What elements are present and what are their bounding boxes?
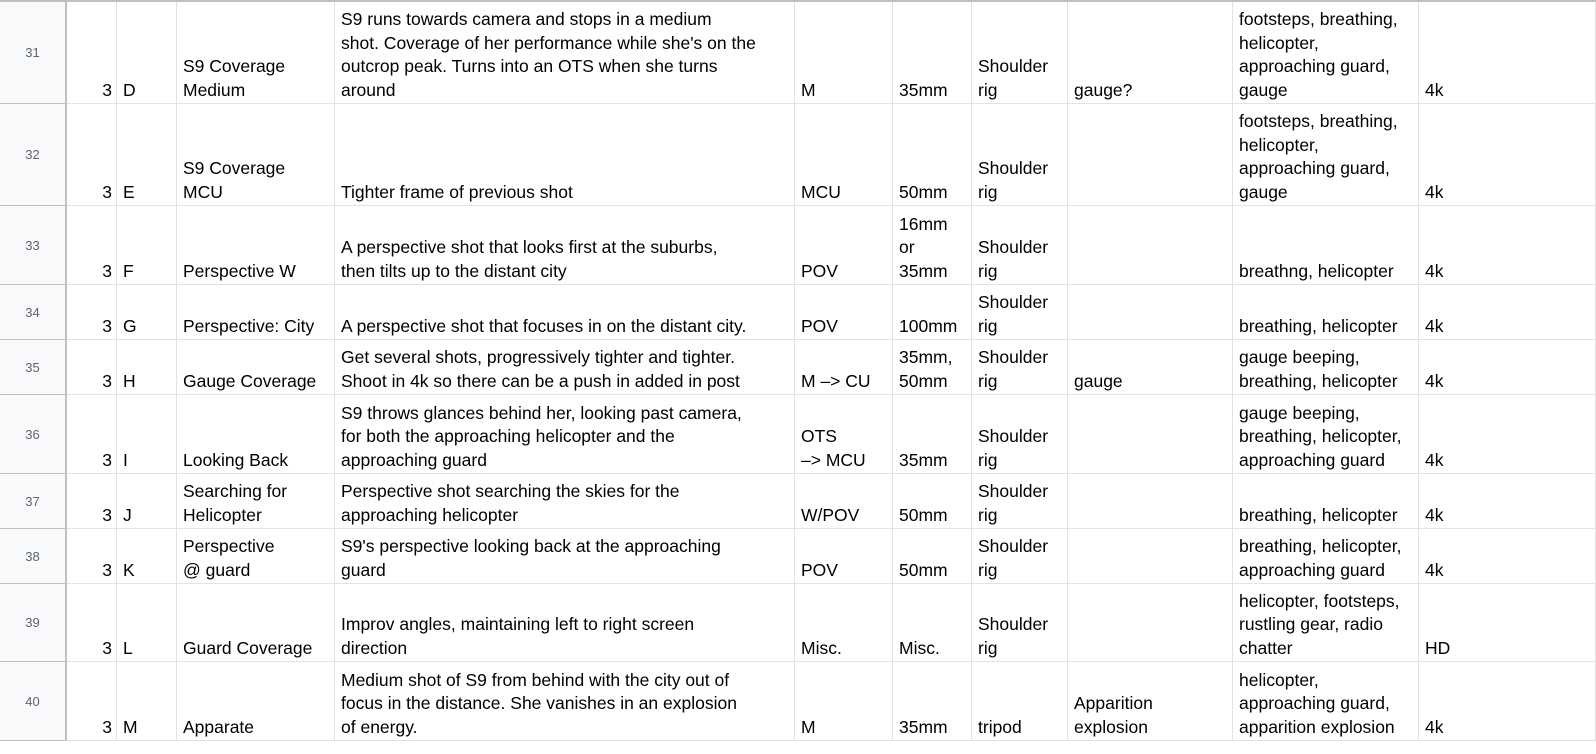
cell-description[interactable] bbox=[335, 529, 795, 583]
cell-shot-size-text: M bbox=[801, 79, 816, 100]
cell-description[interactable] bbox=[335, 285, 795, 339]
cell-shot-name[interactable] bbox=[177, 584, 335, 661]
cell-resolution[interactable] bbox=[1419, 529, 1596, 583]
cell-description[interactable] bbox=[335, 340, 795, 394]
cell-description-text: Perspective shot searching the skies for the approaching helicopter bbox=[341, 481, 680, 525]
cell-rig-text: Shoulder rig bbox=[978, 481, 1049, 525]
cell-sound[interactable] bbox=[1233, 206, 1419, 284]
cell-shot-text: G bbox=[123, 315, 137, 336]
cell-description-text: A perspective shot that looks first at the suburbs, then tilts up to the distant city bbox=[341, 237, 718, 281]
cell-resolution-text: 4k bbox=[1425, 559, 1444, 580]
cell-rig-text: Shoulder rig bbox=[978, 347, 1049, 391]
cell-rig-text: Shoulder rig bbox=[978, 614, 1049, 658]
cell-lens-text: 35mm bbox=[899, 449, 948, 470]
cell-scene[interactable] bbox=[67, 206, 117, 284]
cell-lens-text: 50mm bbox=[899, 181, 948, 202]
cell-vfx[interactable] bbox=[1068, 584, 1233, 661]
cell-vfx[interactable] bbox=[1068, 662, 1233, 740]
cell-shot-name[interactable] bbox=[177, 474, 335, 528]
cell-shot[interactable] bbox=[117, 584, 177, 661]
cell-vfx[interactable] bbox=[1068, 2, 1233, 103]
cell-shot-name[interactable] bbox=[177, 529, 335, 583]
cell-shot-text: F bbox=[123, 260, 134, 281]
cell-shot[interactable] bbox=[117, 2, 177, 103]
table-row bbox=[67, 529, 1596, 584]
cell-shot-size[interactable] bbox=[795, 662, 893, 740]
cell-resolution-text: 4k bbox=[1425, 260, 1444, 281]
cell-rig[interactable] bbox=[972, 206, 1068, 284]
cell-description-text: A perspective shot that focuses in on the distant city. bbox=[341, 315, 747, 336]
cell-vfx-text: Apparition explosion bbox=[1074, 693, 1153, 737]
cell-shot-text: K bbox=[123, 559, 135, 580]
cell-vfx[interactable] bbox=[1068, 285, 1233, 339]
cell-scene-text: 3 bbox=[102, 315, 112, 336]
cell-vfx[interactable] bbox=[1068, 104, 1233, 205]
cell-description[interactable] bbox=[335, 206, 795, 284]
cell-lens-text: 35mm, 50mm bbox=[899, 347, 953, 391]
table-row bbox=[67, 395, 1596, 474]
cell-scene[interactable] bbox=[67, 340, 117, 394]
cell-shot[interactable] bbox=[117, 395, 177, 473]
table-row bbox=[67, 340, 1596, 395]
cell-lens[interactable] bbox=[893, 206, 972, 284]
cell-shot-name-text: Guard Coverage bbox=[183, 637, 313, 658]
cell-rig[interactable] bbox=[972, 340, 1068, 394]
cell-shot-size[interactable] bbox=[795, 340, 893, 394]
cell-resolution-text: 4k bbox=[1425, 449, 1444, 470]
cell-shot-name[interactable] bbox=[177, 2, 335, 103]
cell-rig-text: Shoulder rig bbox=[978, 237, 1049, 281]
cell-scene-text: 3 bbox=[102, 79, 112, 100]
cell-shot-size-text: POV bbox=[801, 559, 838, 580]
cell-shot-name-text: S9 Coverage Medium bbox=[183, 56, 286, 100]
cell-vfx[interactable] bbox=[1068, 474, 1233, 528]
cell-shot-name-text: Gauge Coverage bbox=[183, 370, 317, 391]
cell-shot-size[interactable] bbox=[795, 584, 893, 661]
cell-rig[interactable] bbox=[972, 584, 1068, 661]
cell-sound-text: helicopter, footsteps, rustling gear, radio chatter bbox=[1239, 590, 1400, 658]
cell-scene-text: 3 bbox=[102, 504, 112, 525]
cell-shot-text: J bbox=[123, 504, 132, 525]
cell-sound-text: gauge beeping, breathing, helicopter, approaching guard bbox=[1239, 402, 1402, 470]
cell-shot-text: I bbox=[123, 449, 128, 470]
cell-rig[interactable] bbox=[972, 395, 1068, 473]
cell-shot-text: E bbox=[123, 181, 135, 202]
cell-resolution[interactable] bbox=[1419, 662, 1596, 740]
cell-shot-size[interactable] bbox=[795, 2, 893, 103]
cell-shot[interactable] bbox=[117, 340, 177, 394]
row-header[interactable]: 36 bbox=[0, 395, 67, 474]
table-row bbox=[67, 662, 1596, 741]
cell-shot-text: D bbox=[123, 79, 136, 100]
cell-shot[interactable] bbox=[117, 206, 177, 284]
cell-description-text: S9 runs towards camera and stops in a medium shot. Coverage of her performance while she's on the outcrop peak. Turns into an OTS when she turns around bbox=[341, 9, 756, 100]
cell-sound-text: footsteps, breathing, helicopter, approaching guard, gauge bbox=[1239, 111, 1398, 202]
cell-shot[interactable] bbox=[117, 662, 177, 740]
row-header[interactable]: 31 bbox=[0, 2, 67, 104]
cell-sound[interactable] bbox=[1233, 474, 1419, 528]
row-header[interactable]: 38 bbox=[0, 529, 67, 584]
cell-vfx[interactable] bbox=[1068, 395, 1233, 473]
cell-sound-text: footsteps, breathing, helicopter, approaching guard, gauge bbox=[1239, 9, 1398, 100]
cell-shot-name[interactable] bbox=[177, 395, 335, 473]
cell-lens[interactable] bbox=[893, 395, 972, 473]
cell-lens-text: 50mm bbox=[899, 504, 948, 525]
table-row bbox=[67, 584, 1596, 662]
cell-lens[interactable] bbox=[893, 529, 972, 583]
row-header[interactable]: 35 bbox=[0, 340, 67, 395]
cell-lens-text: 35mm bbox=[899, 716, 948, 737]
cell-shot[interactable] bbox=[117, 285, 177, 339]
cell-rig-text: tripod bbox=[978, 716, 1022, 737]
cell-shot-size-text: Misc. bbox=[801, 637, 842, 658]
cell-rig-text: Shoulder rig bbox=[978, 292, 1049, 336]
cell-scene-text: 3 bbox=[102, 260, 112, 281]
row-header[interactable]: 40 bbox=[0, 662, 67, 741]
cell-shot-text: L bbox=[123, 637, 133, 658]
cell-shot[interactable] bbox=[117, 474, 177, 528]
cell-resolution[interactable] bbox=[1419, 340, 1596, 394]
cell-rig[interactable] bbox=[972, 529, 1068, 583]
cell-scene-text: 3 bbox=[102, 559, 112, 580]
cell-shot-text: H bbox=[123, 370, 136, 391]
cell-description[interactable] bbox=[335, 104, 795, 205]
cell-scene[interactable] bbox=[67, 584, 117, 661]
table-row bbox=[67, 474, 1596, 529]
cell-scene[interactable] bbox=[67, 104, 117, 205]
cell-rig[interactable] bbox=[972, 662, 1068, 740]
cell-rig-text: Shoulder rig bbox=[978, 56, 1049, 100]
cell-sound[interactable] bbox=[1233, 104, 1419, 205]
row-header[interactable]: 33 bbox=[0, 206, 67, 285]
cell-resolution-text: 4k bbox=[1425, 181, 1444, 202]
cell-lens[interactable] bbox=[893, 340, 972, 394]
cell-shot-name-text: Perspective W bbox=[183, 260, 296, 281]
cell-scene-text: 3 bbox=[102, 181, 112, 202]
cell-scene-text: 3 bbox=[102, 637, 112, 658]
cell-shot-name-text: Perspective @ guard bbox=[183, 536, 275, 580]
cell-rig[interactable] bbox=[972, 474, 1068, 528]
cell-description[interactable] bbox=[335, 2, 795, 103]
cell-lens-text: 35mm bbox=[899, 79, 948, 100]
table-row bbox=[67, 2, 1596, 104]
row-header[interactable]: 39 bbox=[0, 584, 67, 662]
cell-shot-size-text: M –> CU bbox=[801, 370, 871, 391]
cell-shot-size[interactable] bbox=[795, 285, 893, 339]
cell-lens[interactable] bbox=[893, 104, 972, 205]
cell-sound[interactable] bbox=[1233, 285, 1419, 339]
cell-shot-name-text: Searching for Helicopter bbox=[183, 481, 288, 525]
cell-description[interactable] bbox=[335, 662, 795, 740]
cell-sound[interactable] bbox=[1233, 2, 1419, 103]
cell-resolution[interactable] bbox=[1419, 584, 1596, 661]
cell-sound-text: breathing, helicopter, approaching guard bbox=[1239, 536, 1402, 580]
cell-lens[interactable] bbox=[893, 662, 972, 740]
cell-rig-text: Shoulder rig bbox=[978, 158, 1049, 202]
cell-scene[interactable] bbox=[67, 2, 117, 103]
cell-resolution-text: HD bbox=[1425, 637, 1451, 658]
cell-sound[interactable] bbox=[1233, 395, 1419, 473]
row-header[interactable]: 32 bbox=[0, 104, 67, 206]
cell-description[interactable] bbox=[335, 395, 795, 473]
cell-shot-size-text: POV bbox=[801, 315, 838, 336]
cell-scene[interactable] bbox=[67, 662, 117, 740]
cell-shot-size-text: OTS –> MCU bbox=[801, 426, 866, 470]
cell-rig[interactable] bbox=[972, 104, 1068, 205]
cell-rig-text: Shoulder rig bbox=[978, 426, 1049, 470]
cell-resolution-text: 4k bbox=[1425, 370, 1444, 391]
cell-shot-size[interactable] bbox=[795, 206, 893, 284]
cell-vfx-text: gauge bbox=[1074, 370, 1123, 391]
cell-resolution[interactable] bbox=[1419, 206, 1596, 284]
cell-scene[interactable] bbox=[67, 395, 117, 473]
cell-sound-text: breathing, helicopter bbox=[1239, 315, 1398, 336]
cell-shot[interactable] bbox=[117, 529, 177, 583]
cell-description-text: Improv angles, maintaining left to right screen direction bbox=[341, 614, 695, 658]
cell-sound-text: gauge beeping, breathing, helicopter bbox=[1239, 347, 1398, 391]
cell-lens-text: Misc. bbox=[899, 637, 940, 658]
cell-scene[interactable] bbox=[67, 474, 117, 528]
cell-lens[interactable] bbox=[893, 474, 972, 528]
cell-vfx[interactable] bbox=[1068, 529, 1233, 583]
cell-description-text: S9 throws glances behind her, looking past camera, for both the approaching helicopter and the approaching guard bbox=[341, 402, 742, 470]
cell-description-text: Medium shot of S9 from behind with the city out of focus in the distance. She vanishes in an explosion of energy. bbox=[341, 669, 737, 737]
cell-scene-text: 3 bbox=[102, 449, 112, 470]
cell-description-text: Tighter frame of previous shot bbox=[341, 181, 573, 202]
cell-shot-size-text: W/POV bbox=[801, 504, 860, 525]
cell-lens[interactable] bbox=[893, 2, 972, 103]
cell-resolution[interactable] bbox=[1419, 2, 1596, 103]
cell-lens-text: 50mm bbox=[899, 559, 948, 580]
cell-shot-name-text: S9 Coverage MCU bbox=[183, 158, 286, 202]
table-row bbox=[67, 285, 1596, 340]
cell-rig-text: Shoulder rig bbox=[978, 536, 1049, 580]
cell-sound[interactable] bbox=[1233, 529, 1419, 583]
cell-vfx[interactable] bbox=[1068, 340, 1233, 394]
cell-resolution-text: 4k bbox=[1425, 716, 1444, 737]
cell-shot-size[interactable] bbox=[795, 529, 893, 583]
cell-vfx-text: gauge? bbox=[1074, 79, 1133, 100]
cell-shot-name[interactable] bbox=[177, 206, 335, 284]
cell-sound[interactable] bbox=[1233, 340, 1419, 394]
cell-scene[interactable] bbox=[67, 285, 117, 339]
cell-sound-text: helicopter, approaching guard, apparition explosion bbox=[1239, 669, 1395, 737]
cell-shot-name[interactable] bbox=[177, 662, 335, 740]
cell-sound-text: breathng, helicopter bbox=[1239, 260, 1394, 281]
cell-shot-size[interactable] bbox=[795, 474, 893, 528]
cell-shot-name[interactable] bbox=[177, 285, 335, 339]
cell-shot-name-text: Looking Back bbox=[183, 449, 289, 470]
cell-shot-name[interactable] bbox=[177, 340, 335, 394]
cell-resolution-text: 4k bbox=[1425, 504, 1444, 525]
cell-lens-text: 100mm bbox=[899, 315, 958, 336]
cell-resolution[interactable] bbox=[1419, 104, 1596, 205]
cell-sound[interactable] bbox=[1233, 584, 1419, 661]
cell-description-text: Get several shots, progressively tighter and tighter. Shoot in 4k so there can be a push in added in post bbox=[341, 347, 740, 391]
cell-shot-name-text: Apparate bbox=[183, 716, 255, 737]
table-row bbox=[67, 206, 1596, 285]
cell-shot-size-text: M bbox=[801, 716, 816, 737]
cell-resolution-text: 4k bbox=[1425, 315, 1444, 336]
cell-rig[interactable] bbox=[972, 285, 1068, 339]
cell-shot-size[interactable] bbox=[795, 395, 893, 473]
cell-shot-name[interactable] bbox=[177, 104, 335, 205]
cell-resolution[interactable] bbox=[1419, 474, 1596, 528]
cell-resolution[interactable] bbox=[1419, 285, 1596, 339]
cell-resolution-text: 4k bbox=[1425, 79, 1444, 100]
cell-vfx[interactable] bbox=[1068, 206, 1233, 284]
cell-scene-text: 3 bbox=[102, 370, 112, 391]
cell-lens[interactable] bbox=[893, 285, 972, 339]
cell-lens-text: 16mm or 35mm bbox=[899, 213, 948, 281]
cell-description[interactable] bbox=[335, 584, 795, 661]
cell-shot-text: M bbox=[123, 716, 138, 737]
table-row bbox=[67, 104, 1596, 206]
cell-scene-text: 3 bbox=[102, 716, 112, 737]
cell-sound-text: breathing, helicopter bbox=[1239, 504, 1398, 525]
cell-sound[interactable] bbox=[1233, 662, 1419, 740]
cell-lens[interactable] bbox=[893, 584, 972, 661]
cell-shot-size-text: POV bbox=[801, 260, 838, 281]
cell-scene[interactable] bbox=[67, 529, 117, 583]
row-header[interactable]: 34 bbox=[0, 285, 67, 340]
cell-rig[interactable] bbox=[972, 2, 1068, 103]
cell-shot[interactable] bbox=[117, 104, 177, 205]
cell-description-text: S9's perspective looking back at the approaching guard bbox=[341, 536, 721, 580]
cell-shot-size-text: MCU bbox=[801, 181, 841, 202]
cell-resolution[interactable] bbox=[1419, 395, 1596, 473]
cell-shot-size[interactable] bbox=[795, 104, 893, 205]
cell-description[interactable] bbox=[335, 474, 795, 528]
row-header[interactable]: 37 bbox=[0, 474, 67, 529]
cell-shot-name-text: Perspective: City bbox=[183, 315, 315, 336]
